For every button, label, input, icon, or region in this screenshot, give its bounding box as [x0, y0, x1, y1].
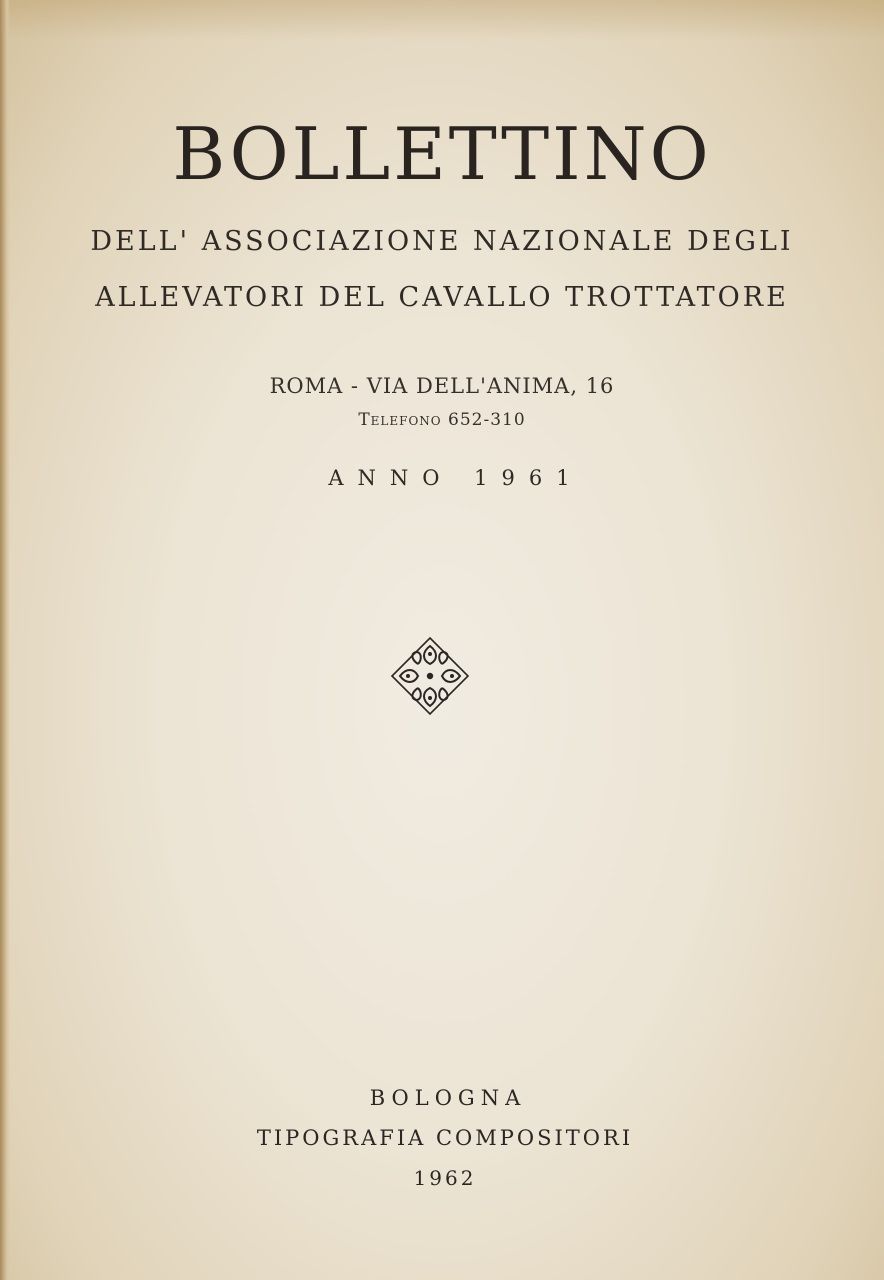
- publisher-printer: TIPOGRAFIA COMPOSITORI: [256, 1126, 634, 1150]
- subtitle-line-1: DELL' ASSOCIAZIONE NAZIONALE DEGLI: [90, 226, 794, 257]
- address: ROMA - VIA DELL'ANIMA, 16: [269, 374, 615, 398]
- floral-ornament-icon: [388, 634, 472, 718]
- phone-number: Telefono 652-310: [358, 410, 526, 430]
- publication-year: 1962: [413, 1166, 477, 1190]
- page-title: BOLLETTINO: [172, 112, 712, 196]
- year-label: ANNO 1961: [328, 466, 584, 490]
- subtitle-line-2: ALLEVATORI DEL CAVALLO TROTTATORE: [95, 282, 789, 313]
- publisher-city: BOLOGNA: [369, 1086, 527, 1110]
- page-shadow-top: [0, 0, 884, 40]
